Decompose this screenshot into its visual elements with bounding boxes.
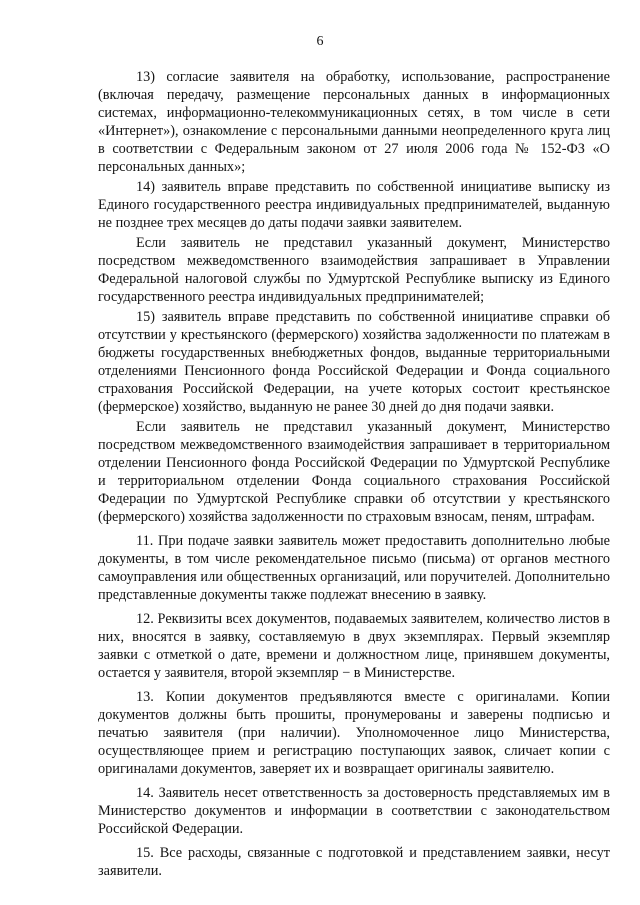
document-body bbox=[98, 68, 610, 882]
paragraph-egrip-request: Если заявитель не представил указанный документ, Министерство посредством межведомственного взаимодействия запрашивает в Управлении Федеральной налоговой службы по Удмуртской Республике выписку из Единого государственного реестра индивидуальных предпринимателей; bbox=[98, 235, 610, 305]
paragraph-clause-12: 12. Реквизиты всех документов, подаваемых заявителем, количество листов в них, вносятся в заявку, составляемую в двух экземплярах. Первый экземпляр заявки с отметкой о дате, времени и должностном лице, принявшем документы, остается у заявителя, второй экземпляр − в Министерстве. bbox=[98, 611, 610, 681]
paragraph-item-15-debt-certificates: 15) заявитель вправе представить по собственной инициативе справки об отсутствии у крестьянского (фермерского) хозяйства задолженности по платежам в бюджеты государственных внебюджетных фондов, выданные территориальными отделениями Пенсионного фонда Российской Федерации и Фонда социального страхования Российской Федерации, на учете которых состоит крестьянское (фермерское) хозяйство, выданную не ранее 30 дней до дня подачи заявки. bbox=[98, 309, 610, 415]
paragraph-clause-13: 13. Копии документов предъявляются вместе с оригиналами. Копии документов должны быть прошиты, пронумерованы и заверены подписью и печатью заявителя (при наличии). Уполномоченное лицо Министерства, осуществляющее прием и регистрацию поступающих заявок, сличает копии с оригиналами документов, заверяет их и возвращает оригиналы заявителю. bbox=[98, 689, 610, 777]
paragraph-debt-request: Если заявитель не представил указанный документ, Министерство посредством межведомственного взаимодействия запрашивает в территориальном отделении Пенсионного фонда Российской Федерации по Удмуртской Республике и территориальном отделении Фонда социального страхования Российской Федерации по Удмуртской Республике справки об отсутствии у крестьянского (фермерского) хозяйства задолженности по страховым взносам, пеням, штрафам. bbox=[98, 419, 610, 525]
page-number: 6 bbox=[316, 34, 324, 49]
paragraph-item-13-consent: 13) согласие заявителя на обработку, использование, распространение (включая передачу, размещение персональных данных в информационных системах, информационно-телекоммуникационных сетях, в том числе в сети «Интернет»), ознакомление с персональными данными неопределенного круга лиц в соответствии с Федеральным законом от 27 июля 2006 года № 152-ФЗ «О персональных данных»; bbox=[98, 69, 610, 175]
paragraph-clause-11: 11. При подаче заявки заявитель может предоставить дополнительно любые документы, в том числе рекомендательное письмо (письма) от органов местного самоуправления или общественных организаций, или поручителей. Дополнительно представленные документы также подлежат внесению в заявку. bbox=[98, 533, 610, 603]
paragraph-clause-15: 15. Все расходы, связанные с подготовкой и представлением заявки, несут заявители. bbox=[98, 845, 610, 879]
paragraph-clause-14: 14. Заявитель несет ответственность за достоверность представляемых им в Министерство документов и информации в соответствии с законодательством Российской Федерации. bbox=[98, 785, 610, 837]
paragraph-item-14-egrip-extract: 14) заявитель вправе представить по собственной инициативе выписку из Единого государственного реестра индивидуальных предпринимателей, выданную не позднее трех месяцев до даты подачи заявки заявителем. bbox=[98, 179, 610, 231]
